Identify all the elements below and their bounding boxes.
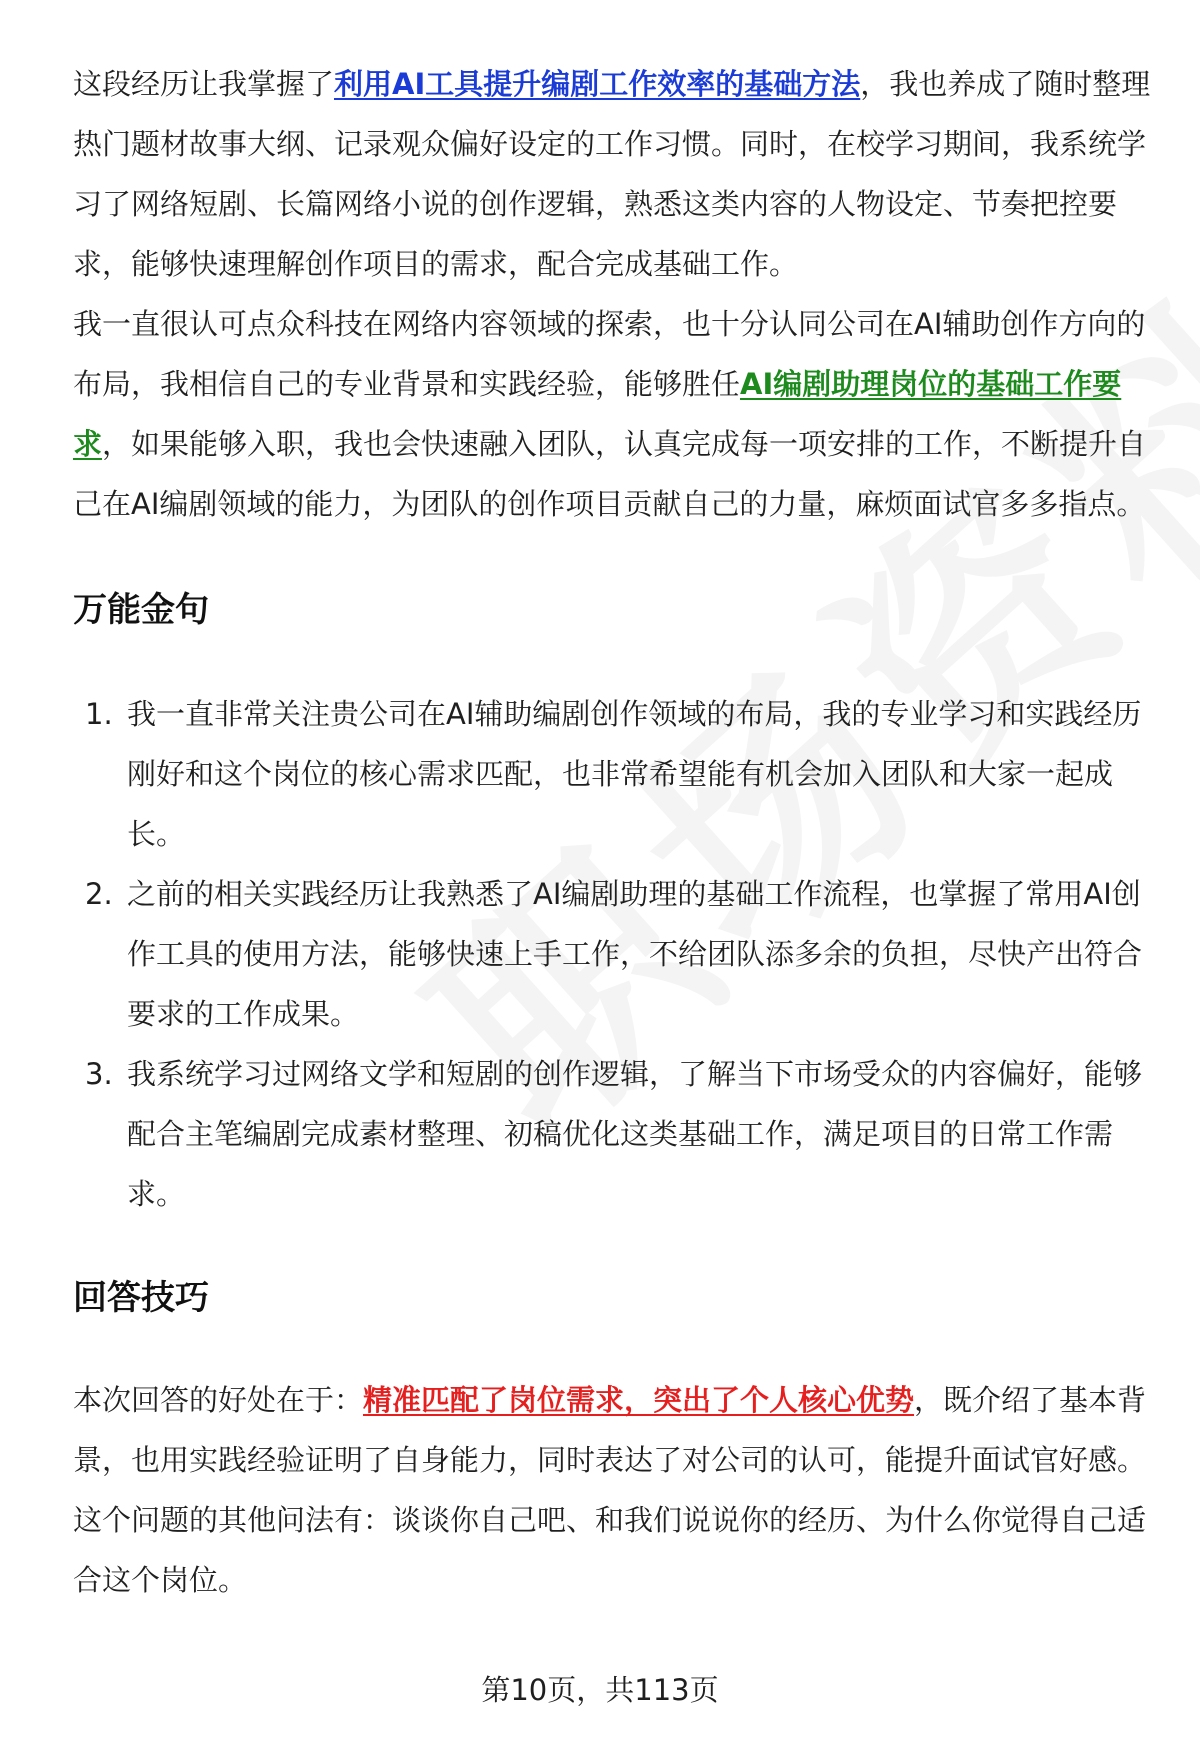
list-item-number: 3. <box>85 1057 113 1091</box>
page-content <box>73 54 1153 1610</box>
intro-paragraph-1 <box>73 54 1153 294</box>
list-item-text: 之前的相关实践经历让我熟悉了AI编剧助理的基础工作流程，也掌握了常用AI创作工具的使用方法，能够快速上手工作，不给团队添多余的负担，尽快产出符合要求的工作成果。 <box>127 877 1143 1031</box>
list-item <box>73 1044 1153 1224</box>
section-heading-wanneng: 万能金句 <box>73 590 209 630</box>
intro-p1-text-after: ，我也养成了随时整理热门题材故事大纲、记录观众偏好设定的工作习惯。同时，在校学习期间，我系统学习了网络短剧、长篇网络小说的创作逻辑，熟悉这类内容的人物设定、节奏把控要求，能够快速理解创作项目的需求，配合完成基础工作。 <box>73 67 1151 281</box>
list-item-text: 我系统学习过网络文学和短剧的创作逻辑，了解当下市场受众的内容偏好，能够配合主笔编剧完成素材整理、初稿优化这类基础工作，满足项目的日常工作需求。 <box>127 1057 1143 1211</box>
intro-paragraph-2 <box>73 294 1153 534</box>
list-item-number: 2. <box>85 877 113 911</box>
intro-p2-text-after: ，如果能够入职，我也会快速融入团队，认真完成每一项安排的工作，不断提升自己在AI编剧领域的能力，为团队的创作项目贡献自己的力量，麻烦面试官多多指点。 <box>73 427 1147 521</box>
list-item <box>73 864 1153 1044</box>
list-item-number: 1. <box>85 697 113 731</box>
section-heading-huida: 回答技巧 <box>73 1278 209 1318</box>
list-item-text: 我一直非常关注贵公司在AI辅助编剧创作领域的布局，我的专业学习和实践经历刚好和这个岗位的核心需求匹配，也非常希望能有机会加入团队和大家一起成长。 <box>127 697 1142 851</box>
answer-tip-paragraph <box>73 1370 1153 1610</box>
page-number-footer: 第10页，共113页 <box>481 1673 719 1707</box>
wanneng-list <box>73 684 1153 1224</box>
answer-highlight: 精准匹配了岗位需求，突出了个人核心优势 <box>363 1383 915 1417</box>
answer-text-after: ，既介绍了基本背景，也用实践经验证明了自身能力，同时表达了对公司的认可，能提升面试官好感。这个问题的其他问法有：谈谈你自己吧、和我们说说你的经历、为什么你觉得自己适合这个岗位。 <box>73 1383 1147 1597</box>
list-item <box>73 684 1153 864</box>
intro-p2-highlight: AI编剧助理岗位的基础工作要求 <box>73 367 1122 461</box>
answer-text-before: 本次回答的好处在于： <box>73 1383 364 1417</box>
intro-p1-text-before: 这段经历让我掌握了 <box>73 67 335 101</box>
intro-p2-text-before: 我一直很认可点众科技在网络内容领域的探索，也十分认同公司在AI辅助创作方向的布局，我相信自己的专业背景和实践经验，能够胜任 <box>73 307 1146 401</box>
intro-p1-highlight: 利用AI工具提升编剧工作效率的基础方法 <box>334 67 861 101</box>
